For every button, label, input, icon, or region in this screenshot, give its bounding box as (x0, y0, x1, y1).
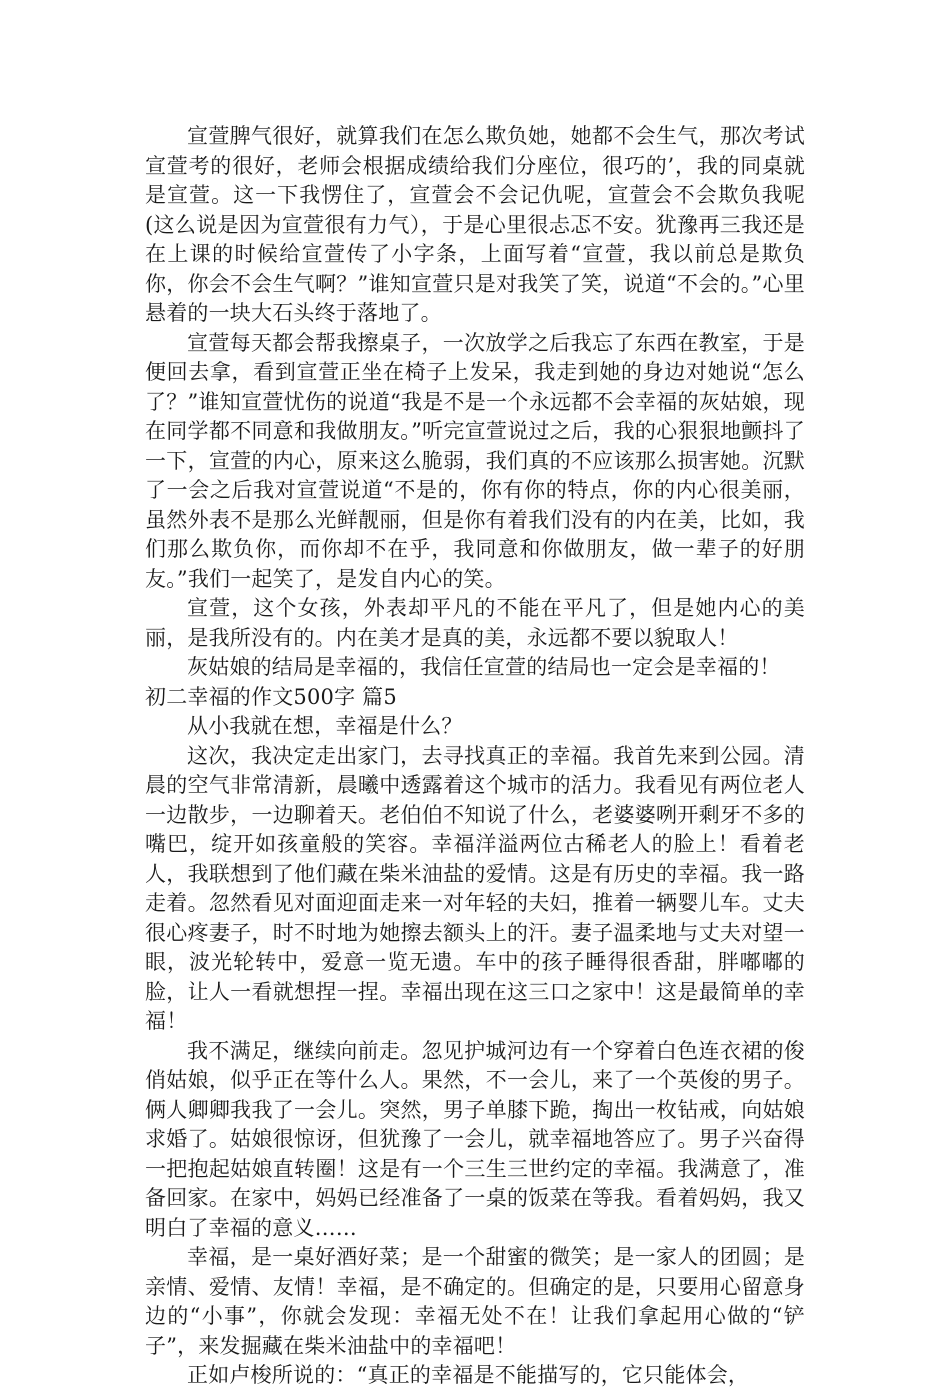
paragraph-7: 我不满足，继续向前走。忽见护城河边有一个穿着白色连衣裙的俊俏姑娘，似乎正在等什么人。果然，不一会儿，来了一个英俊的男子。俩人卿卿我我了一会儿。突然，男子单膝下跪，掏出一枚钻戒，向姑娘求婚了。姑娘很惊讶，但犹豫了一会儿，就幸福地答应了。男子兴奋得一把抱起姑娘直转圈！这是有一个三生三世约定的幸福。我满意了，准备回家。在家中，妈妈已经准备了一桌的饭菜在等我。看着妈妈，我又明白了幸福的意义…… (145, 1038, 805, 1240)
paragraph-8: 幸福，是一桌好酒好菜；是一个甜蜜的微笑；是一家人的团圆；是亲情、爱情、友情！幸福，是不确定的。但确定的是，只要用心留意身边的“小事”，你就会发现：幸福无处不在！让我们拿起用心做的“铲子”，来发掘藏在柴米油盐中的幸福吧！ (145, 1245, 805, 1358)
paragraph-1: 宣萱脾气很好，就算我们在怎么欺负她，她都不会生气，那次考试宣萱考的很好，老师会根据成绩给我们分座位，很巧的’，我的同桌就是宣萱。这一下我愣住了，宣萱会不会记仇呢，宣萱会不会欺负我呢(这么说是因为宣萱很有力气），于是心里很忐忑不安。犹豫再三我还是在上课的时候给宣萱传了小字条，上面写着“宣萱，我以前总是欺负你，你会不会生气啊？”谁知宣萱只是对我笑了笑，说道“不会的。”心里悬着的一块大石头终于落地了。 (145, 124, 805, 325)
document-page (145, 122, 805, 1391)
paragraph-6: 这次，我决定走出家门，去寻找真正的幸福。我首先来到公园。清晨的空气非常清新，晨曦中透露着这个城市的活力。我看见有两位老人一边散步，一边聊着天。老伯伯不知说了什么，老婆婆咧开剩牙不多的嘴巴，绽开如孩童般的笑容。幸福洋溢两位古稀老人的脸上！看着老人，我联想到了他们藏在柴米油盐的爱情。这是有历史的幸福。我一路走着。忽然看见对面迎面走来一对年轻的夫妇，推着一辆婴儿车。丈夫很心疼妻子，时不时地为她擦去额头上的汗。妻子温柔地与丈夫对望一眼，波光轮转中，爱意一览无遗。车中的孩子睡得很香甜，胖嘟嘟的脸，让人一看就想捏一捏。幸福出现在这三口之家中！这是最简单的幸福！ (145, 743, 805, 1033)
paragraph-2: 宣萱每天都会帮我擦桌子，一次放学之后我忘了东西在教室，于是便回去拿，看到宣萱正坐在椅子上发呆，我走到她的身边对她说“怎么了？”谁知宣萱忧伤的说道“我是不是一个永远都不会幸福的灰姑娘，现在同学都不同意和我做朋友。”听完宣萱说过之后，我的心狠狠地颤抖了一下，宣萱的内心，原来这么脆弱，我们真的不应该那么损害她。沉默了一会之后我对宣萱说道“不是的，你有你的特点，你的内心很美丽，虽然外表不是那么光鲜靓丽，但是你有着我们没有的内在美，比如，我们那么欺负你，而你却不在乎，我同意和你做朋友，做一辈子的好朋友。”我们一起笑了，是发自内心的笑。 (145, 330, 805, 591)
paragraph-9: 正如卢梭所说的：“真正的幸福是不能描写的，它只能体会， (187, 1363, 750, 1387)
paragraph-3: 宣萱，这个女孩，外表却平凡的不能在平凡了，但是她内心的美丽，是我所没有的。内在美才是真的美，永远都不要以貌取人！ (145, 596, 805, 650)
paragraph-5: 从小我就在想，幸福是什么？ (187, 714, 463, 738)
section-heading: 初二幸福的作文500字 篇5 (145, 684, 397, 709)
paragraph-4: 灰姑娘的结局是幸福的，我信任宣萱的结局也一定会是幸福的！ (187, 655, 781, 679)
